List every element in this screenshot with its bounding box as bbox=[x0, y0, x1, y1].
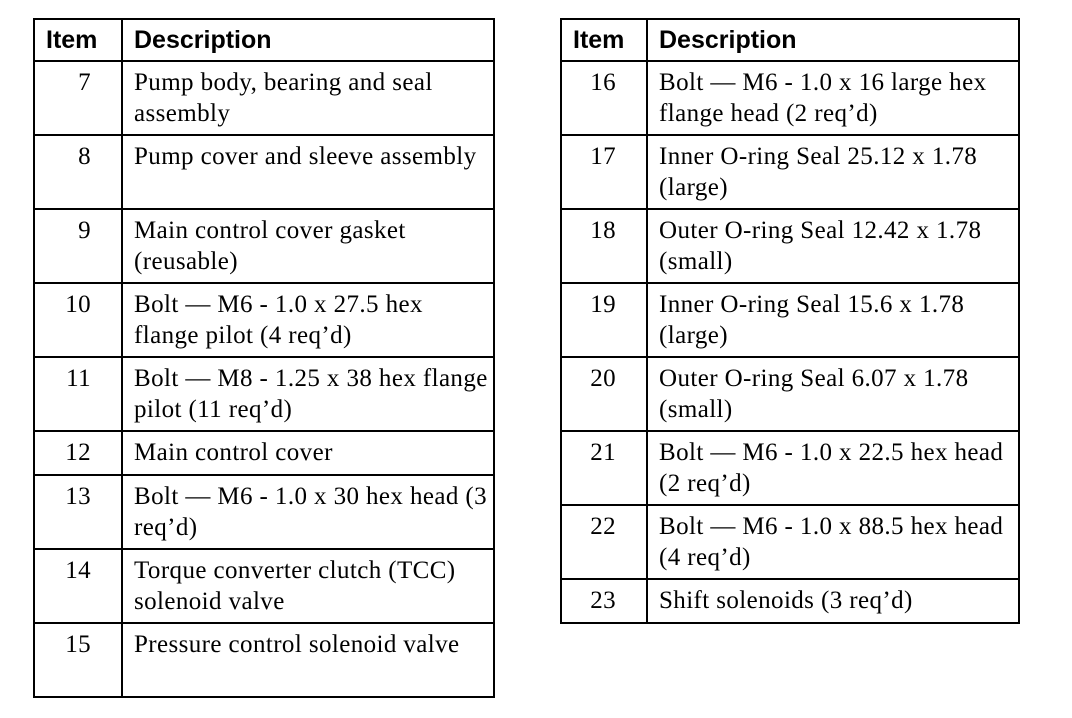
table-row bbox=[34, 61, 494, 135]
item-number: 14 bbox=[34, 549, 122, 623]
table-row bbox=[34, 209, 494, 283]
item-description: Shift solenoids (3 req’d) bbox=[647, 579, 1019, 623]
item-description: Bolt — M6 - 1.0 x 30 hex head (3 req’d) bbox=[122, 475, 494, 549]
item-description: Inner O-ring Seal 15.6 x 1.78 (large) bbox=[647, 283, 1019, 357]
item-number: 12 bbox=[34, 431, 122, 475]
item-number: 9 bbox=[34, 209, 122, 283]
table-row bbox=[34, 431, 494, 475]
table-row bbox=[34, 475, 494, 549]
item-number: 23 bbox=[561, 579, 647, 623]
table-row bbox=[34, 549, 494, 623]
item-number: 11 bbox=[34, 357, 122, 431]
table-row bbox=[561, 283, 1019, 357]
item-number: 21 bbox=[561, 431, 647, 505]
item-number: 18 bbox=[561, 209, 647, 283]
parts-table-right bbox=[560, 18, 1020, 624]
item-number: 20 bbox=[561, 357, 647, 431]
table-row bbox=[561, 61, 1019, 135]
item-description: Bolt — M6 - 1.0 x 88.5 hex head (4 req’d) bbox=[647, 505, 1019, 579]
table-row bbox=[561, 357, 1019, 431]
parts-table-left bbox=[33, 18, 495, 698]
table-row bbox=[34, 283, 494, 357]
item-column-header: Item bbox=[561, 19, 647, 61]
table-row bbox=[561, 431, 1019, 505]
item-description: Inner O-ring Seal 25.12 x 1.78 (large) bbox=[647, 135, 1019, 209]
header-row bbox=[34, 19, 494, 61]
table-row bbox=[561, 135, 1019, 209]
item-number: 17 bbox=[561, 135, 647, 209]
item-description: Outer O-ring Seal 12.42 x 1.78 (small) bbox=[647, 209, 1019, 283]
item-description: Bolt — M6 - 1.0 x 22.5 hex head (2 req’d) bbox=[647, 431, 1019, 505]
item-description: Main control cover gasket (reusable) bbox=[122, 209, 494, 283]
table-row bbox=[561, 209, 1019, 283]
item-number: 16 bbox=[561, 61, 647, 135]
description-column-header: Description bbox=[122, 19, 494, 61]
table-row bbox=[34, 623, 494, 697]
item-description: Pump cover and sleeve assembly bbox=[122, 135, 494, 209]
item-number: 7 bbox=[34, 61, 122, 135]
item-number: 10 bbox=[34, 283, 122, 357]
table-row bbox=[561, 579, 1019, 623]
item-description: Main control cover bbox=[122, 431, 494, 475]
item-description: Bolt — M6 - 1.0 x 27.5 hex flange pilot (4 req’d) bbox=[122, 283, 494, 357]
table-row bbox=[561, 505, 1019, 579]
item-description: Bolt — M8 - 1.25 x 38 hex flange pilot (11 req’d) bbox=[122, 357, 494, 431]
description-column-header: Description bbox=[647, 19, 1019, 61]
item-description: Bolt — M6 - 1.0 x 16 large hex flange head (2 req’d) bbox=[647, 61, 1019, 135]
item-description: Outer O-ring Seal 6.07 x 1.78 (small) bbox=[647, 357, 1019, 431]
header-row bbox=[561, 19, 1019, 61]
item-description: Pump body, bearing and seal assembly bbox=[122, 61, 494, 135]
item-number: 19 bbox=[561, 283, 647, 357]
item-number: 22 bbox=[561, 505, 647, 579]
item-description: Torque converter clutch (TCC) solenoid valve bbox=[122, 549, 494, 623]
table-row bbox=[34, 135, 494, 209]
item-number: 13 bbox=[34, 475, 122, 549]
table-row bbox=[34, 357, 494, 431]
item-number: 15 bbox=[34, 623, 122, 697]
item-column-header: Item bbox=[34, 19, 122, 61]
item-number: 8 bbox=[34, 135, 122, 209]
item-description: Pressure control solenoid valve bbox=[122, 623, 494, 697]
